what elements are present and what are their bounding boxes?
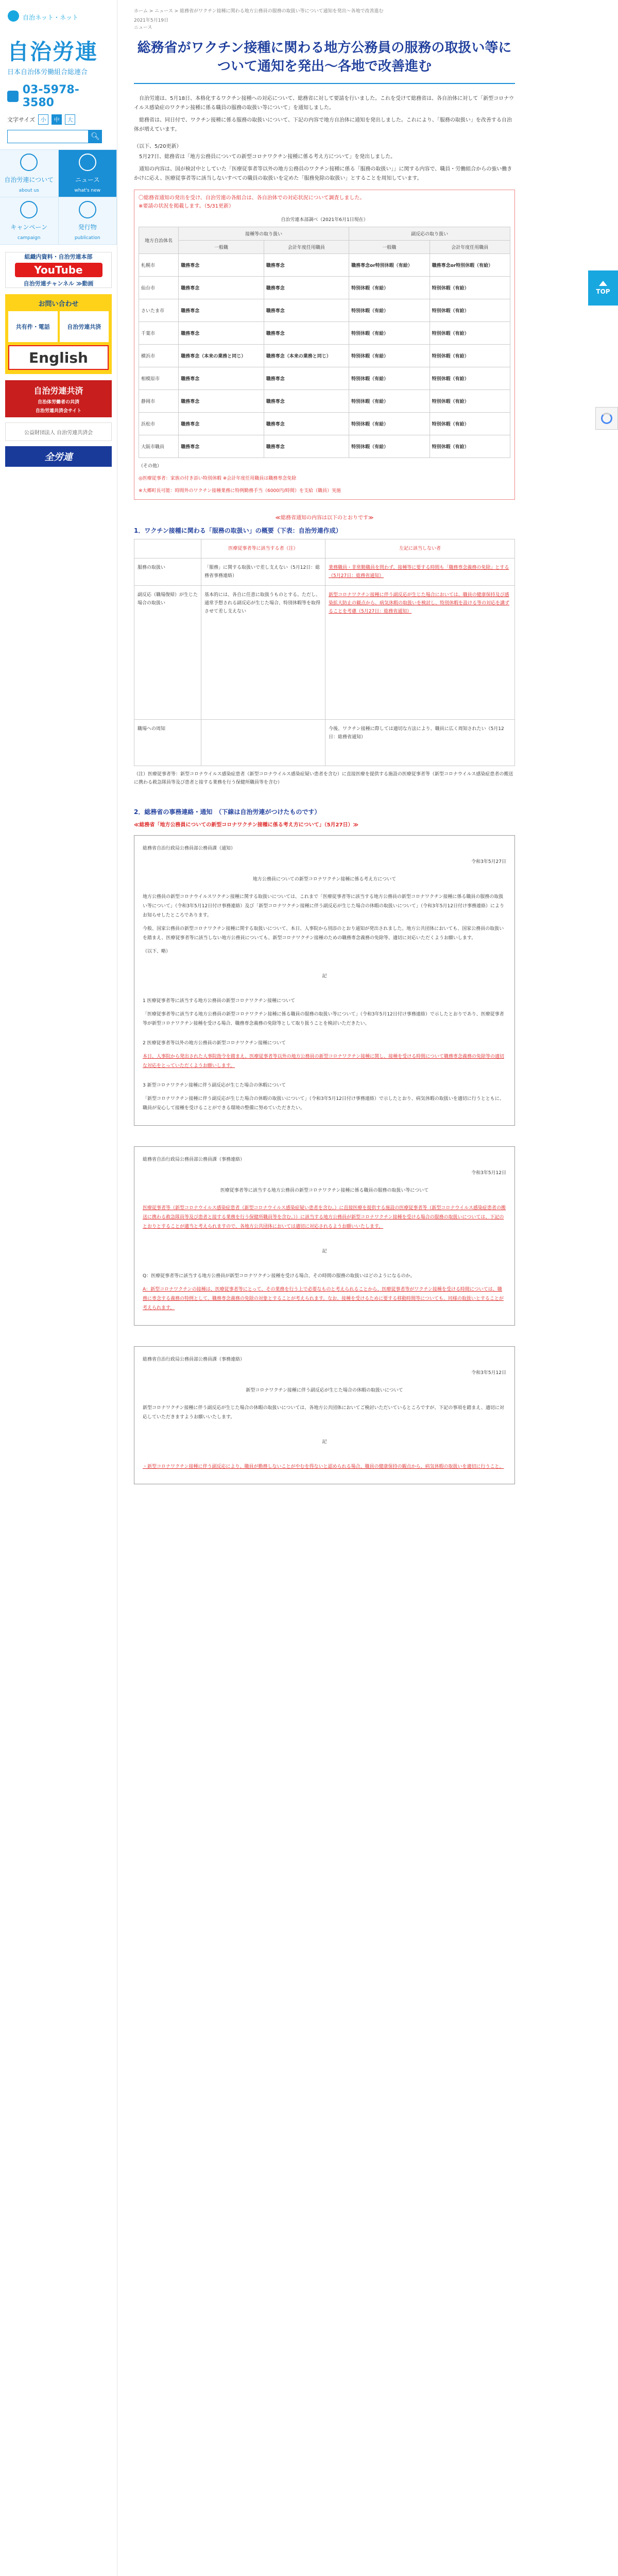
article-date: 2021年5月19日	[134, 18, 169, 23]
nav-about[interactable]	[0, 150, 59, 197]
nav-about-label: 自治労連について	[4, 176, 54, 183]
table-cell: 職務専念	[264, 390, 349, 413]
table-cell: 職務専念	[264, 322, 349, 345]
foundation-banner[interactable]: 公益財団法人 自治労連共済会	[5, 422, 112, 441]
people-icon	[20, 154, 38, 171]
brand[interactable]	[0, 39, 117, 76]
table-cell: 職務専念	[264, 277, 349, 299]
page-top-label: TOP	[596, 288, 610, 295]
doc-item-title: 2 医療従事者等以外の地方公務員の新型コロナワクチン接種について	[143, 1041, 286, 1046]
survey-box	[134, 190, 515, 500]
text-size-medium[interactable]: 中	[52, 114, 62, 125]
table-footnote-3: ※大郷町長可能：時間外のワクチン接種業務に特例勤務手当（6000円/時間）を支給（職員）実施	[139, 488, 341, 494]
table-cell: 職務専念or特別休暇（有給）	[430, 254, 510, 277]
doc-paragraph: 地方公務員の新型コロナウイルスワクチン接種に関する取扱いについては、これまで「医療従事者等に該当する地方公務員の新型コロナワクチン接種に係る職員の服務の取扱い等について」（令和3年5月12日付け事務連絡）及び「新型コロナワクチン接種に伴う副反応が生じた場合の休暇の取扱いについて」（令和3年5月12日付け事務連絡）によりお知らせしたところであります。	[143, 894, 505, 918]
arrow-up-icon	[599, 281, 607, 286]
youtube-logo: YouTube	[15, 263, 102, 277]
doc-ki: 記	[322, 974, 327, 979]
table-header-cell: 左記に該当しない者	[325, 539, 515, 558]
site-header	[0, 0, 117, 39]
table-header-cell	[134, 539, 201, 558]
table-cell: 特別休暇（有給）	[430, 413, 510, 435]
table-cell: 大阪市職員	[139, 435, 179, 458]
table-header-cell: 医療従事者等に該当する者（注）	[201, 539, 325, 558]
doc-paragraph: Q：医療従事者等に該当する地方公務員が新型コロナワクチン接種を受ける場合、その時間の服務の取扱いはどのようになるのか。	[143, 1274, 415, 1279]
table-cell: 特別休暇（有給）	[349, 390, 430, 413]
table-header-cell: 会計年度任用職員	[264, 241, 349, 254]
table-subheader-row	[139, 241, 510, 254]
brand-title: 自治労連	[7, 39, 98, 64]
table-footnote-2: ◎医療従事者：家族の付き添い特別休暇 ※会計年度任用職員は職務専念免除	[139, 476, 297, 481]
table-cell: 職務専念	[264, 435, 349, 458]
doc-paragraph: 今般、国家公務員の新型コロナワクチン接種に関する取扱いについて、本日、人事院から別添のとおり通知が発出されました。地方公共団体においても、国家公務員の取扱いを踏まえ、医療従事者等に該当しない地方公務員についても、新型コロナワクチン接種のための職務専念義務の免除等、適切に対応いただくようお願いします。	[143, 926, 504, 941]
table-row	[134, 586, 515, 720]
table-cell: 職務専念	[179, 277, 264, 299]
table-cell: 特別休暇（有給）	[349, 345, 430, 367]
table-header-cell: 接種等の取り扱い	[179, 227, 349, 241]
summary-footnote: （注）医療従事者等：新型コロナウイルス感染症患者（新型コロナウイルス感染症疑い患者を含む）に直接医療を提供する施設の医療従事者等（新型コロナウイルス感染症患者の搬送に携わる救急隊員等及び患者と接する業務を行う保健所職員等を含む）	[134, 772, 513, 785]
recaptcha-icon	[601, 413, 612, 424]
kyosai-banner-sub2: 自治労連共済会サイト	[35, 408, 82, 414]
survey-table	[139, 227, 510, 458]
table-cell: 職務専念	[179, 435, 264, 458]
doc-paragraph: A：新型コロナワクチンの接種は、医療従事者等にとって、その業務を行う上で必要なものと考えられることから、医療従事者等がワクチン接種を受ける時間については、職務に専念する義務の特例として、職務専念義務の免除の対象とすることが考えられます。なお、接種を受けるために要する移動時間等についても、同様の取扱いとすることが考えられます。	[143, 1287, 504, 1311]
contact-phone-button[interactable]	[8, 311, 58, 342]
youtube-caption-top: 組織内資料・自治労連本部	[24, 253, 93, 260]
table-row	[139, 345, 510, 367]
table-header-cell: 副反応の取り扱い	[349, 227, 510, 241]
search-icon[interactable]: 🔍︎	[89, 130, 102, 143]
contact-phone-label: 共有件・電話	[15, 324, 50, 330]
section-heading-1: 1．ワクチン接種に関わる「服務の取扱い」の概要（下表：自治労連作成）	[134, 527, 342, 534]
table-cell: 特別休暇（有給）	[349, 322, 430, 345]
text-size-large[interactable]: 大	[65, 114, 75, 125]
intro-paragraph: 自治労連は、5月18日、本格化するワクチン接種への対応について、総務省に対して要請を行いました。これを受けて総務省は、各自治体に対して「新型コロナウイルス感染症のワクチン接種に係る職員の服務の取扱い等について」を通知しました。	[134, 96, 514, 111]
megaphone-icon	[79, 154, 96, 171]
table-cell: 基本的には、各自に任意に取扱うものとする。ただし、通常予想される副反応が生じた場合、特別休暇等を取得させて差し支えない	[201, 586, 325, 720]
contact-title: お問い合わせ	[38, 300, 79, 308]
table-cell: 職務専念（本来の業務と同じ）	[264, 345, 349, 367]
youtube-caption: 自治労連チャンネル ≫動画	[23, 280, 94, 287]
text-size-control	[7, 114, 110, 125]
table-cell: 職務専念	[179, 299, 264, 322]
text-size-label: 文字サイズ	[7, 116, 36, 123]
doc-header: 総務省自治行政局公務員部公務員課（通知）	[143, 846, 236, 851]
table-cell: 職務専念	[179, 390, 264, 413]
table-cell: 浜松市	[139, 413, 179, 435]
doc-paragraph: 本日、人事院から発出された人事院指令を踏まえ、医療従事者等以外の地方公務員の新型コロナワクチン接種に関し、接種を受ける時間について職務専念義務の免除等の適切な対応をとっていただくようお願いします。	[143, 1054, 504, 1069]
table-row	[139, 435, 510, 458]
document-3	[134, 1346, 515, 1484]
nav-campaign[interactable]	[0, 197, 59, 245]
table-cell: 静岡市	[139, 390, 179, 413]
search-box	[7, 130, 110, 143]
table-header-cell: 一般職	[349, 241, 430, 254]
phone-text: 03-5978-3580	[22, 83, 79, 109]
table-cell: 職務専念	[264, 367, 349, 390]
update-paragraph: 5月27日、総務省は「地方公務員についての新型コロナワクチン接種に係る考え方について」を発出しました。	[139, 154, 396, 160]
doc-header: 総務省自治行政局公務員部公務員課（事務連絡）	[143, 1357, 245, 1362]
table-footnote-1: （その他）	[139, 464, 162, 469]
article-category[interactable]: ニュース	[134, 25, 152, 30]
logo-subtitle: 自治ネット・ネット	[23, 14, 79, 21]
kyosai-banner[interactable]	[5, 380, 112, 417]
main-content	[117, 0, 618, 2576]
page-top-button[interactable]	[588, 270, 618, 306]
table-row	[139, 367, 510, 390]
nav-campaign-sub: campaign	[18, 235, 41, 241]
article-meta	[134, 17, 515, 31]
site-logo-icon[interactable]	[8, 10, 19, 22]
nav-publication-sub: publication	[74, 235, 100, 241]
table-cell: 職務専念	[179, 413, 264, 435]
table-cell: 横浜市	[139, 345, 179, 367]
phone-icon	[7, 91, 19, 102]
youtube-banner[interactable]	[5, 252, 112, 288]
table-row	[139, 299, 510, 322]
document-1	[134, 835, 515, 1126]
table-row	[139, 390, 510, 413]
table-cell: 千葉市	[139, 322, 179, 345]
document-2	[134, 1146, 515, 1326]
table-cell: 特別休暇（有給）	[430, 367, 510, 390]
zenroren-banner[interactable]: 全労連	[5, 446, 112, 467]
section-heading-2-red: ≪総務省「地方公務員についての新型コロナワクチン接種に係る考え方について」（5月27日）≫	[134, 822, 358, 828]
table-cell: 特別休暇（有給）	[349, 413, 430, 435]
sidebar	[0, 0, 117, 2576]
doc-paragraph: ・新型コロナワクチン接種に伴う副反応により、職員が勤務しないことがやむを得ないと認められる場合、職員の健康保持の観点から、病気休暇の取扱いを適切に行うこと。	[143, 1464, 504, 1469]
doc-title: 地方公務員についての新型コロナワクチン接種に係る考え方について	[252, 877, 397, 882]
survey-notice-2: ※要請の状況を掲載します。（5/31更新）	[139, 204, 234, 209]
doc-paragraph: 「新型コロナワクチン接種に伴う副反応が生じた場合の休暇の取扱いについて」（令和3年5月12日付け事務連絡）で示したとおり、病気休暇の取扱いを適切に行うとともに、職員が安心して接種を受けることができる環境の整備に努めていただきたい。	[143, 1096, 504, 1111]
summary-table	[134, 539, 515, 766]
table-cell: 副反応（職場復帰）が生じた場合の取扱い	[134, 586, 201, 720]
kyosai-banner-title: 自治労連共済	[33, 385, 83, 396]
table-cell: 業務職員・非常勤職員を問わず、接種等に要する時間も「職務専念義務の免除」とする（5月27日：総務省通知）	[325, 558, 515, 586]
page-title: 総務省がワクチン接種に関わる地方公務員の服務の取扱い等について通知を発出〜各地で改善進む	[134, 39, 515, 84]
table-cell: 今後、ワクチン接種に際しては適切な方法により、職員に広く周知されたい（5月12日：総務省通知）	[325, 720, 515, 766]
doc-paragraph: （以下、略）	[143, 949, 171, 954]
table-cell: 職務専念	[179, 254, 264, 277]
table-cell: 職務専念	[264, 254, 349, 277]
table-cell: 特別休暇（有給）	[430, 435, 510, 458]
table-row	[134, 720, 515, 766]
table-row	[139, 413, 510, 435]
nav-news-label: ニュース	[75, 176, 100, 183]
table-cell: 仙台市	[139, 277, 179, 299]
table-cell: 職務専念	[179, 367, 264, 390]
nav-news[interactable]	[59, 150, 117, 197]
table-cell: 特別休暇（有給）	[349, 299, 430, 322]
table-cell: 服務の取扱い	[134, 558, 201, 586]
table-row	[139, 277, 510, 299]
nav-publication[interactable]	[59, 197, 117, 245]
table-cell: 「服務」に関する取扱いで差し支えない（5月12日：総務省事務連絡）	[201, 558, 325, 586]
table-row	[139, 322, 510, 345]
contact-box	[5, 294, 112, 374]
doc-item-title: 1 医療従事者等に該当する地方公務員の新型コロナワクチン接種について	[143, 998, 295, 1004]
table-cell: 特別休暇（有給）	[430, 390, 510, 413]
nav-news-sub: what's new	[74, 188, 101, 193]
doc-paragraph: 「医療従事者等に該当する地方公務員の新型コロナワクチン接種に係る職員の服務の取扱い等について」（令和3年5月12日付け事務連絡）で示したとおりであり、医療従事者等が新型コロナワクチン接種を受ける場合、職務専念義務の免除等として取り扱うことを検討いただきたい。	[143, 1012, 504, 1026]
section-heading-2: 2．総務省の事務連絡・通知 （下線は自治労連がつけたものです）	[134, 808, 321, 816]
survey-notice: 〇総務省通知の発出を受け、自治労連の各組合は、各自治体での対応状況について調査しました。	[139, 195, 365, 201]
text-size-small[interactable]: 小	[38, 114, 48, 125]
update-note: （以下、5/20更新）	[134, 144, 182, 149]
table-cell: 職務専念or特別休暇（有給）	[349, 254, 430, 277]
table-cell: 札幌市	[139, 254, 179, 277]
doc-ki: 記	[322, 1439, 327, 1445]
table-cell: 相模原市	[139, 367, 179, 390]
table-cell: 特別休暇（有給）	[430, 322, 510, 345]
table-cell: 特別休暇（有給）	[430, 277, 510, 299]
table-cell: 特別休暇（有給）	[430, 345, 510, 367]
book-icon	[79, 201, 96, 218]
nav-publication-label: 発行物	[78, 224, 97, 231]
intro-paragraph-2: 総務省は、同日付で、ワクチン接種に係る服務の取扱いについて、下記の内容で地方自治体に通知を発出しました。これにより、「服務の取扱い」を改善する自治体が増えています。	[134, 117, 512, 132]
doc-item-title: 3 新型コロナワクチン接種に伴う副反応が生じた場合の休暇について	[143, 1083, 286, 1088]
english-button[interactable]: English	[8, 345, 109, 370]
contact-kyosai-label: 自治労連共済	[67, 324, 101, 330]
table-header-row	[139, 227, 510, 241]
table-header-row	[134, 539, 515, 558]
doc-title: 医療従事者等に該当する地方公務員の新型コロナワクチン接種に係る職員の服務の取扱い等について	[220, 1188, 429, 1193]
flag-icon	[20, 201, 38, 218]
update-paragraph-2: 通知の内容は、国が検討中としていた「医療従事者等以外の地方公務員のワクチン接種に係る「服務の取扱い」」に関する内容で、職員・労働組合からの強い働きかけに応え、医療従事者等に該当しないすべての職員の取扱いを定めた「服務免除の取扱い」とすることを周知しています。	[134, 166, 512, 181]
table-header-cell: 一般職	[179, 241, 264, 254]
table-cell: 職場への周知	[134, 720, 201, 766]
table-cell: 新型コロナワクチン接種に伴う副反応が生じた場合においては、職員の健康保持及び感染拡大防止の観点から、病気休暇の取扱いを検討し、特別休暇を設ける等の対応を講ずることを考慮（5月27日：総務省通知）	[325, 586, 515, 720]
doc-paragraph: 医療従事者等（新型コロナウイルス感染症患者（新型コロナウイルス感染症疑い患者を含む。）に直接医療を提供する施設の医療従事者等（新型コロナウイルス感染症患者の搬送に携わる救急隊員等及び患者と接する業務を行う保健所職員等を含む。））に該当する地方公務員が新型コロナワクチン接種を受ける場合の服務の取扱いについては、下記のとおりとすることが適当と考えられますので、各地方公共団体においては適切に対応されるようお願いいたします。	[143, 1206, 506, 1229]
survey-caption: 自治労連本部調べ（2021年6月1日現在）	[281, 217, 368, 223]
table-row	[139, 254, 510, 277]
table-cell: 職務専念	[264, 413, 349, 435]
nav-campaign-label: キャンペーン	[10, 224, 48, 231]
table-cell: さいたま市	[139, 299, 179, 322]
table-header-cell: 地方自治体名	[139, 227, 179, 254]
doc-date: 令和3年5月12日	[471, 1171, 506, 1176]
notice-heading: ≪総務省通知の内容は以下のとおりです≫	[275, 515, 374, 521]
phone-number[interactable]	[7, 83, 110, 109]
table-cell: 特別休暇（有給）	[349, 435, 430, 458]
doc-header: 総務省自治行政局公務員部公務員課（事務連絡）	[143, 1157, 245, 1162]
kyosai-banner-sub: 自治体労働者の共済	[37, 399, 79, 405]
table-cell: 特別休暇（有給）	[349, 277, 430, 299]
table-row	[134, 558, 515, 586]
doc-date: 令和3年5月27日	[471, 859, 506, 865]
table-cell	[201, 720, 325, 766]
main-nav	[0, 149, 117, 245]
search-input[interactable]	[7, 130, 89, 143]
contact-kyosai-button[interactable]	[60, 311, 109, 342]
table-cell: 職務専念	[179, 322, 264, 345]
table-header-cell: 会計年度任用職員	[430, 241, 510, 254]
doc-ki: 記	[322, 1249, 327, 1254]
table-cell: 特別休暇（有給）	[430, 299, 510, 322]
doc-paragraph: 新型コロナワクチン接種に伴う副反応が生じた場合の休暇の取扱いについては、各地方公共団体においてご検討いただいているところですが、下記の事項を踏まえ、適切に対応していただきますようお願いいたします。	[143, 1405, 504, 1420]
doc-date: 令和3年5月12日	[471, 1370, 506, 1376]
nav-about-sub: about us	[19, 188, 39, 193]
breadcrumb[interactable]: ホーム > ニュース > 総務省がワクチン接種に関わる地方公務員の服務の取扱い等について通知を発出〜各地で改善進む	[134, 9, 384, 14]
brand-subtitle: 日本自治体労働組合総連合	[7, 69, 88, 76]
table-cell: 職務専念（本来の業務と同じ）	[179, 345, 264, 367]
doc-title: 新型コロナワクチン接種に伴う副反応が生じた場合の休暇の取扱いについて	[246, 1388, 403, 1393]
table-cell: 職務専念	[264, 299, 349, 322]
recaptcha-badge[interactable]	[595, 407, 618, 430]
table-cell: 特別休暇（有給）	[349, 367, 430, 390]
